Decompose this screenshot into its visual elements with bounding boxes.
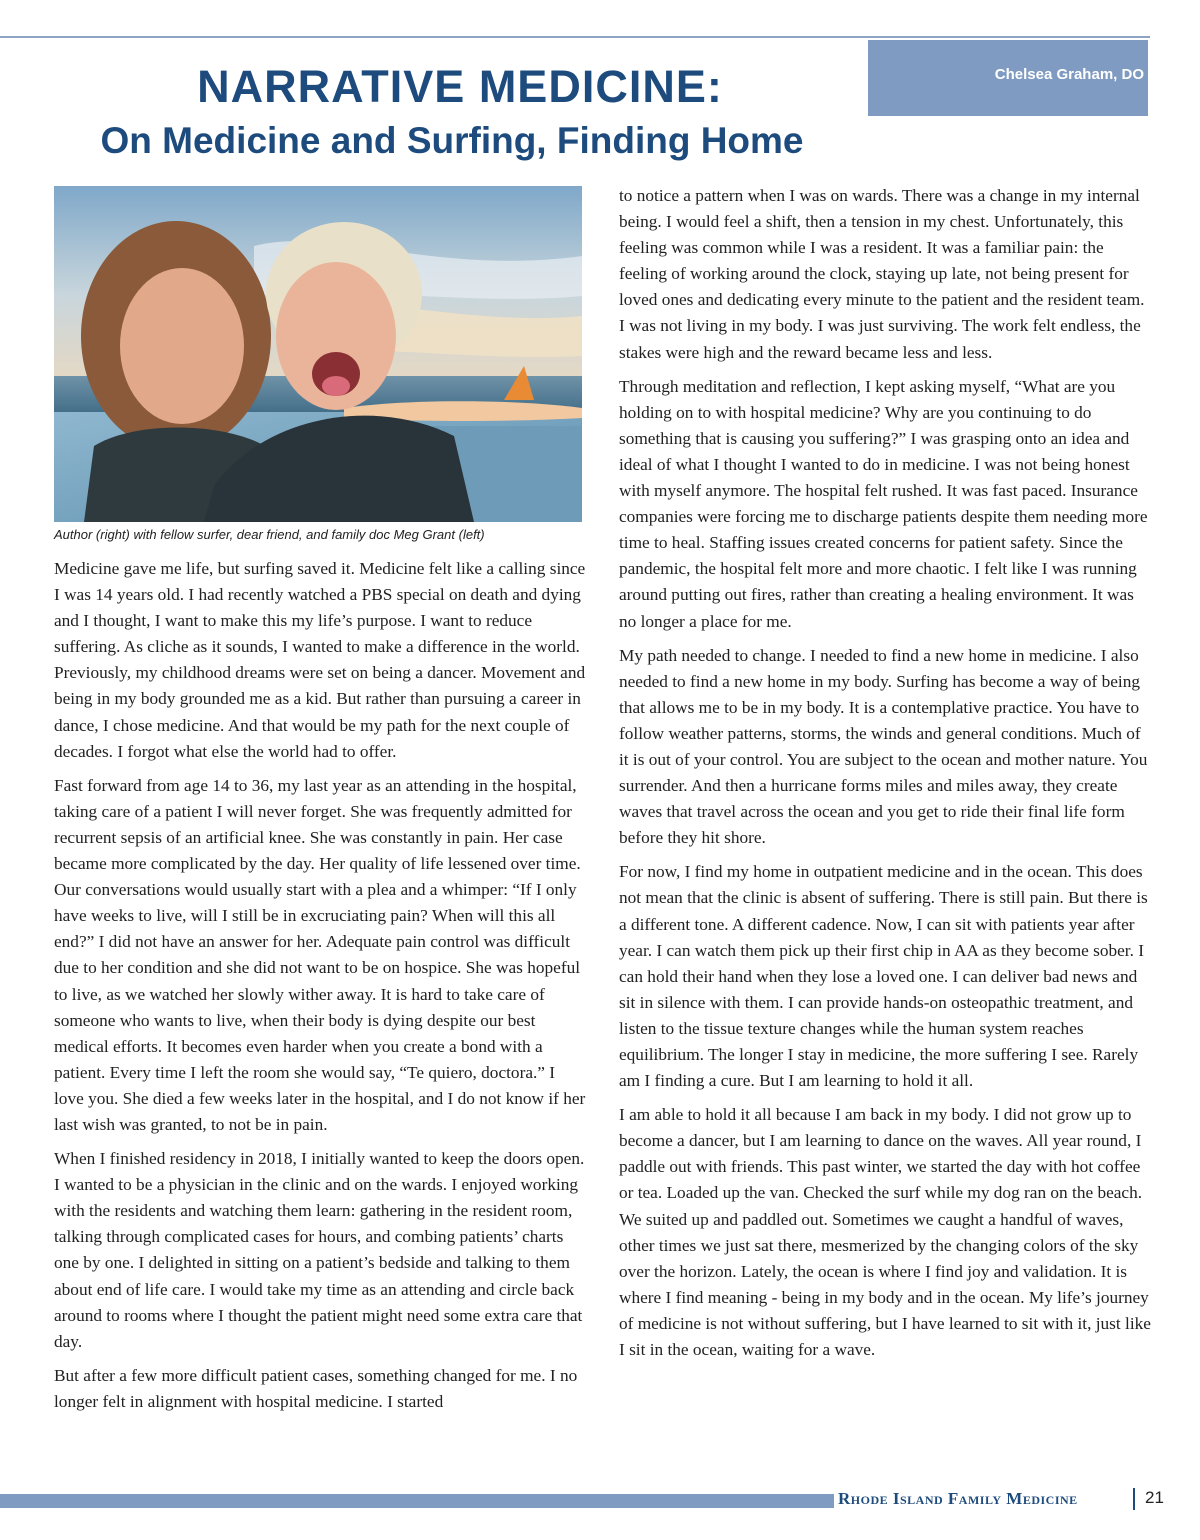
paragraph: to notice a pattern when I was on wards. There was a change in my internal being. I would feel a shift, then a tension in my chest. Unfortunately, this feeling was common while I was a resident. It was a familiar pain: the feeling of working around the clock, staying up late, not being present for loved ones and dedicating every minute to the patient and the resident team. I was not living in my body. I was just surviving. The work felt endless, the stakes were high and the reward became less and less.	[619, 186, 1145, 362]
paragraph: Medicine gave me life, but surfing saved it. Medicine felt like a calling since I was 14 years old. I had recently watched a PBS special on death and dying and I thought, I want to make this my life’s purpose. I want to reduce suffering. As cliche as it sounds, I wanted to make a difference in the world. Previously, my childhood dreams were set on being a dancer. Movement and being in my body grounded me as a kid. But rather than pursuing a career in dance, I chose medicine. And that would be my path for the next couple of decades. I forgot what else the world had to offer.	[54, 559, 586, 761]
page-title: NARRATIVE MEDICINE:	[197, 61, 723, 112]
right-column	[619, 183, 1153, 1371]
paragraph: I am able to hold it all because I am back in my body. I did not grow up to become a dancer, but I am learning to dance on the waves. All year round, I paddle out with friends. This past winter, we started the day with hot coffee or tea. Loaded up the van. Checked the surf while my dog ran on the beach. We suited up and paddled out. Sometimes we caught a handful of waves, other times we just sat there, mesmerized by the changing colors of the sky over the horizon. Lately, the ocean is where I find joy and validation. It is where I find meaning - being in my body and in the ocean. My life’s journey of medicine is not without suffering, but I have learned to sit with it, just like I sit in the ocean, waiting for a wave.	[619, 1105, 1151, 1360]
photo-illustration	[54, 186, 582, 522]
author-photo	[54, 186, 582, 522]
top-rule	[0, 36, 1150, 38]
paragraph: For now, I find my home in outpatient medicine and in the ocean. This does not mean that the clinic is absent of suffering. There is still pain. But there is a different tone. A different cadence. Now, I can sit with patients year after year. I can watch them pick up their first chip in AA as they become sober. I can hold their hand when they lose a loved one. I can deliver bad news and sit in silence with them. I can provide hands-on osteopathic treatment, and listen to the tissue texture changes while the human system reaches equilibrium. The longer I stay in medicine, the more suffering I see. Rarely am I finding a cure. But I am learning to hold it all.	[619, 862, 1148, 1091]
paragraph: My path needed to change. I needed to find a new home in medicine. I also needed to find a new home in my body. Surfing has become a way of being that allows me to be in my body. It is a contemplative practice. You have to follow weather patterns, storms, the winds and general conditions. Much of it is out of your control. You are subject to the ocean and mother nature. You surrender. And then a hurricane forms miles and miles away, they create waves that travel across the ocean and you get to ride their final life form before they hit shore.	[619, 645, 1148, 848]
left-column	[54, 556, 588, 1423]
page-subtitle: On Medicine and Surfing, Finding Home	[100, 120, 804, 161]
page-number: 21	[1145, 1488, 1164, 1507]
photo-caption: Author (right) with fellow surfer, dear friend, and family doc Meg Grant (left)	[54, 527, 485, 542]
publication-name: Rhode Island Family Medicine	[838, 1489, 1078, 1508]
paragraph: Through meditation and reflection, I kept asking myself, “What are you holding on to with hospital medicine? Why are you continuing to do something that is causing you suffering?” I was grasping onto an idea and ideal of what I thought I wanted to do in medicine. I was not being honest with myself anymore. The hospital felt rushed. It was fast paced. Insurance companies were forcing me to discharge patients despite them needing more time to heal. Staffing issues created concerns for patient safety. Since the pandemic, the hospital felt more and more chaotic. I felt like I was running around putting out fires, rather than creating a healing environment. It was no longer a place for me.	[619, 376, 1148, 631]
footer-divider	[1133, 1488, 1135, 1510]
author-byline: Chelsea Graham, DO	[868, 40, 1148, 116]
paragraph: But after a few more difficult patient cases, something changed for me. I no longer felt in alignment with hospital medicine. I started	[54, 1365, 578, 1411]
footer-bar	[0, 1494, 834, 1508]
paragraph: When I finished residency in 2018, I initially wanted to keep the doors open. I wanted to be a physician in the clinic and on the wards. I enjoyed working with the residents and watching them learn: gathering in the resident room, talking through complicated cases for hours, and combing patients’ charts one by one. I delighted in sitting on a patient’s bedside and talking to them about end of life care. I would take my time as an attending and circle back around to rooms where I thought the patient might need some extra care that day.	[54, 1149, 585, 1351]
paragraph: Fast forward from age 14 to 36, my last year as an attending in the hospital, taking care of a patient I will never forget. She was frequently admitted for recurrent sepsis of an artificial knee. She was constantly in pain. Her case became more complicated by the day. Her quality of life lessened over time. Our conversations would usually start with a plea and a whimper: “If I only have weeks to live, will I still be in excruciating pain? When will this all end?” I did not have an answer for her. Adequate pain control was difficult due to her condition and she did not want to be on hospice. She was hopeful to live, as we watched her slowly wither away. It is hard to take care of someone who wants to live, when their body is dying despite our best medical efforts. It becomes even harder when you create a bond with a patient. Every time I left the room she would say, “Te quiero, doctora.” I love you. She died a few weeks later in the hospital, and I do not know if her last wish was granted, to not be in pain.	[54, 775, 586, 1134]
